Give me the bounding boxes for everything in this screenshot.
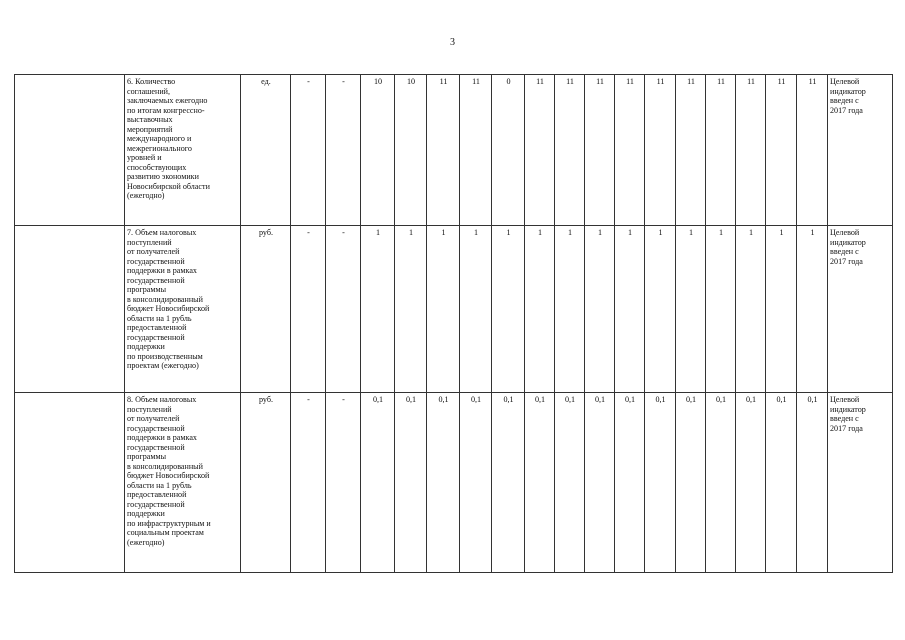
value-cell: 10 bbox=[395, 75, 427, 226]
value-cell: 0,1 bbox=[766, 393, 797, 573]
value-cell: 0,1 bbox=[797, 393, 828, 573]
value-cell: 1 bbox=[615, 226, 645, 393]
value-cell: 1 bbox=[492, 226, 525, 393]
value-cell: 0,1 bbox=[645, 393, 676, 573]
unit-cell: ед. bbox=[241, 75, 291, 226]
table-row bbox=[15, 393, 893, 573]
value-cell: 0,1 bbox=[395, 393, 427, 573]
value-cell: 11 bbox=[555, 75, 585, 226]
value-cell: 0,1 bbox=[492, 393, 525, 573]
value-cell: 0,1 bbox=[460, 393, 492, 573]
value-cell: 0,1 bbox=[525, 393, 555, 573]
value-cell: 1 bbox=[797, 226, 828, 393]
value-cell: 0,1 bbox=[736, 393, 766, 573]
value-cell: 1 bbox=[525, 226, 555, 393]
value-cell: 1 bbox=[427, 226, 460, 393]
value-cell: 1 bbox=[736, 226, 766, 393]
value-cell: 11 bbox=[427, 75, 460, 226]
value-cell: 10 bbox=[361, 75, 395, 226]
value-cell: 1 bbox=[766, 226, 797, 393]
value-cell: - bbox=[326, 226, 361, 393]
unit-cell: руб. bbox=[241, 226, 291, 393]
value-cell: 1 bbox=[460, 226, 492, 393]
value-cell: 1 bbox=[361, 226, 395, 393]
value-cell: - bbox=[326, 393, 361, 573]
table-row bbox=[15, 226, 893, 393]
indicator-name: 8. Объем налоговых поступлений от получателей государственной поддержки в рамках государственной программы в консолидированный бюджет Новосибирской области на 1 рубль предоставленной государственной поддержки по инфраструктурным и социальным проектам (ежегодно) bbox=[125, 393, 241, 573]
value-cell: 0,1 bbox=[361, 393, 395, 573]
value-cell: 1 bbox=[555, 226, 585, 393]
value-cell: 11 bbox=[615, 75, 645, 226]
note-cell: Целевой индикатор введен с 2017 года bbox=[828, 75, 893, 226]
value-cell: 0,1 bbox=[676, 393, 706, 573]
value-cell: 1 bbox=[676, 226, 706, 393]
value-cell: - bbox=[291, 393, 326, 573]
value-cell: 0,1 bbox=[585, 393, 615, 573]
value-cell: 1 bbox=[645, 226, 676, 393]
value-cell: 1 bbox=[395, 226, 427, 393]
empty-cell bbox=[15, 393, 125, 573]
empty-cell bbox=[15, 226, 125, 393]
unit-cell: руб. bbox=[241, 393, 291, 573]
value-cell: 11 bbox=[525, 75, 555, 226]
empty-cell bbox=[15, 75, 125, 226]
value-cell: - bbox=[291, 75, 326, 226]
value-cell: 1 bbox=[585, 226, 615, 393]
table-body bbox=[15, 75, 893, 573]
value-cell: 11 bbox=[736, 75, 766, 226]
note-cell: Целевой индикатор введен с 2017 года bbox=[828, 226, 893, 393]
note-cell: Целевой индикатор введен с 2017 года bbox=[828, 393, 893, 573]
value-cell: 0,1 bbox=[555, 393, 585, 573]
indicator-name: 7. Объем налоговых поступлений от получателей государственной поддержки в рамках государственной программы в консолидированный бюджет Новосибирской области на 1 рубль предоставленной государственной поддержки по производственным проектам (ежегодно) bbox=[125, 226, 241, 393]
value-cell: 0,1 bbox=[615, 393, 645, 573]
value-cell: 0,1 bbox=[706, 393, 736, 573]
page-number: 3 bbox=[450, 37, 455, 48]
value-cell: 11 bbox=[645, 75, 676, 226]
value-cell: 11 bbox=[460, 75, 492, 226]
indicators-table bbox=[14, 74, 893, 573]
value-cell: 0,1 bbox=[427, 393, 460, 573]
table-row bbox=[15, 75, 893, 226]
value-cell: 11 bbox=[585, 75, 615, 226]
value-cell: - bbox=[291, 226, 326, 393]
value-cell: 11 bbox=[706, 75, 736, 226]
value-cell: 1 bbox=[706, 226, 736, 393]
indicator-name: 6. Количество соглашений, заключаемых ежегодно по итогам конгрессно- выставочных мероприятий международного и межрегионального уровней и способствующих развитию экономики Новосибирской области (ежегодно) bbox=[125, 75, 241, 226]
value-cell: 0 bbox=[492, 75, 525, 226]
value-cell: - bbox=[326, 75, 361, 226]
value-cell: 11 bbox=[676, 75, 706, 226]
value-cell: 11 bbox=[797, 75, 828, 226]
value-cell: 11 bbox=[766, 75, 797, 226]
